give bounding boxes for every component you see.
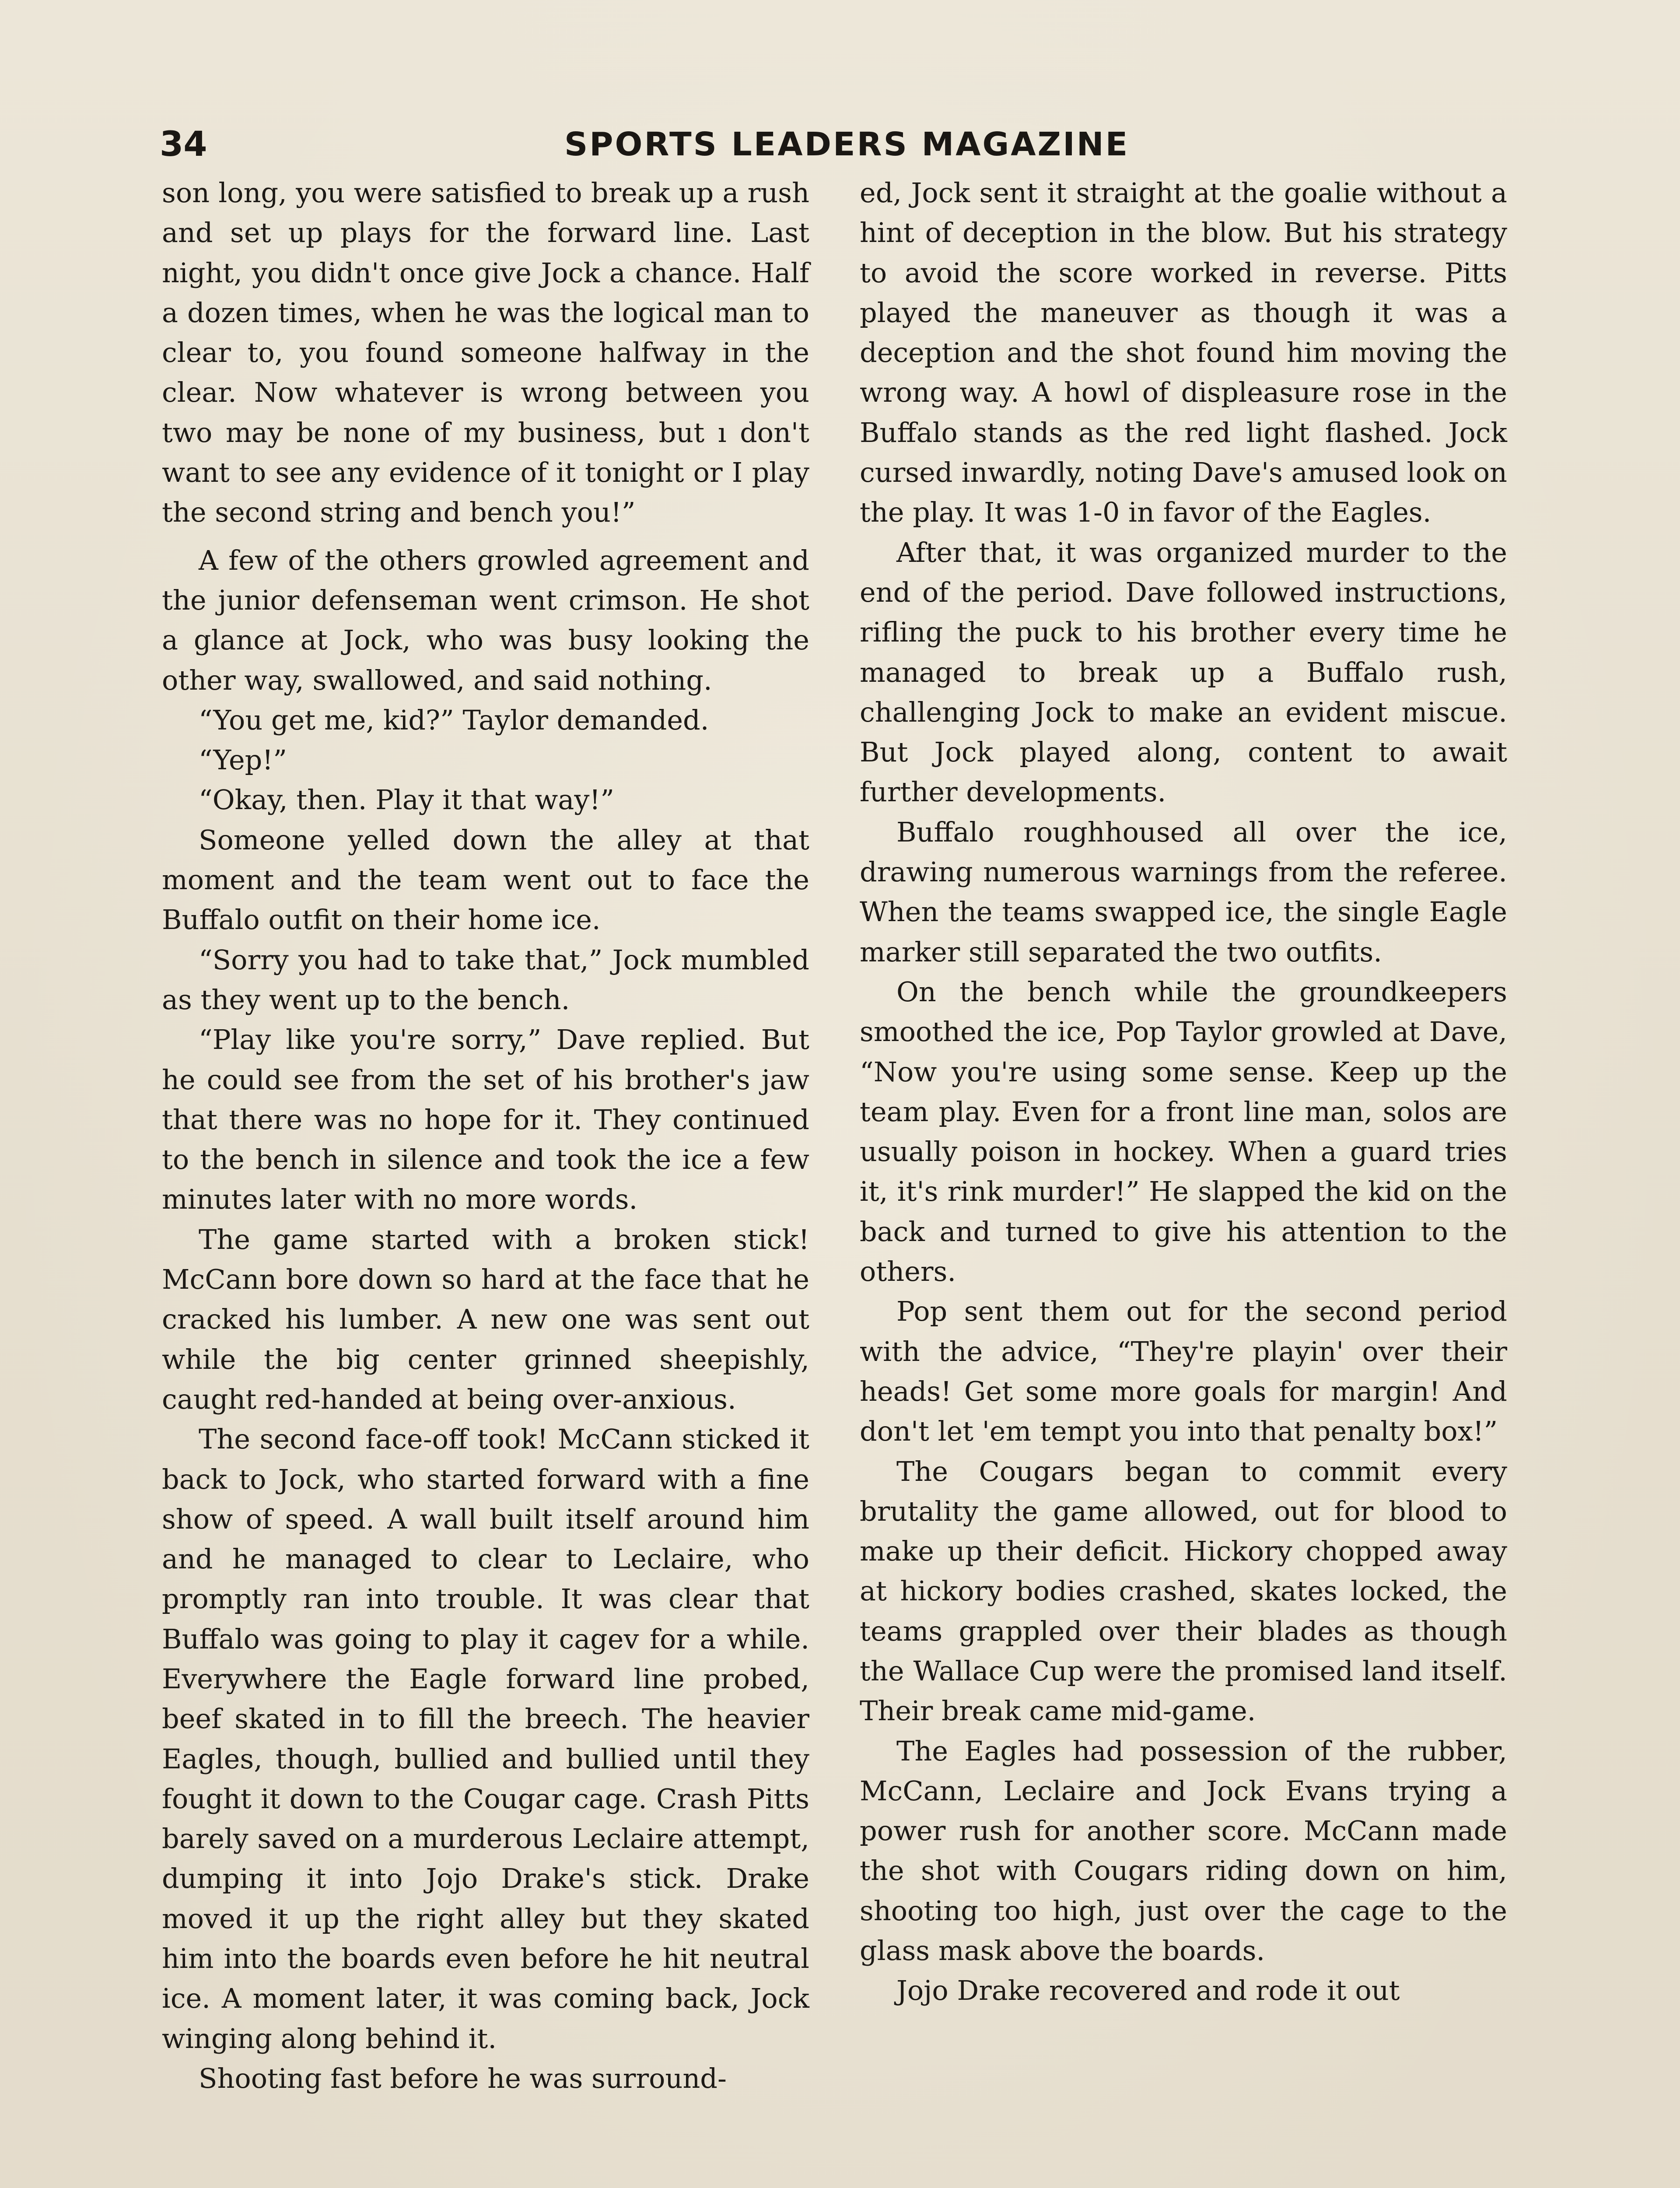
paragraph: “Sorry you had to take that,” Jock mumbled as they went up to the bench. [162, 943, 809, 1016]
paragraph: On the bench while the groundkeepers smoothed the ice, Pop Taylor growled at Dave, “Now you're using some sense. Keep up the team play. Even for a front line man, solos are usually poison in hockey. When a guard tries it, it's rink murder!” He slapped the kid on the back and turned to give his attention to the others. [860, 975, 1507, 1288]
right-column [860, 173, 1507, 2011]
paragraph: Shooting fast before he was surround- [199, 2062, 727, 2094]
paragraph: Someone yelled down the alley at that moment and the team went out to face the Buffalo outfit on their home ice. [162, 824, 809, 936]
paragraph: ed, Jock sent it straight at the goalie without a hint of deception in the blow. But his strategy to avoid the score worked in reverse. Pitts played the maneuver as though it was a deception and the shot found him moving the wrong way. A howl of displeasure rose in the Buffalo stands as the red light flashed. Jock cursed inwardly, noting Dave's amused look on the play. It was 1-0 in favor of the Eagles. [860, 177, 1507, 529]
paragraph: The second face-off took! McCann sticked it back to Jock, who started forward with a fine show of speed. A wall built itself around him and he managed to clear to Leclaire, who promptly ran into trouble. It was clear that Buffalo was going to play it cagev for a while. Everywhere the Eagle forward line probed, beef skated in to fill the breech. The heavier Eagles, though, bullied and bullied until they fought it down to the Cougar cage. Crash Pitts barely saved on a murderous Leclaire attempt, dumping it into Jojo Drake's stick. Drake moved it up the right alley but they skated him into the boards even before he hit neutral ice. A moment later, it was coming back, Jock winging along behind it. [162, 1423, 809, 2055]
paragraph: A few of the others growled agreement and the junior defenseman went crimson. He shot a glance at Jock, who was busy looking the other way, swallowed, and said nothing. [162, 544, 809, 696]
paragraph: The Cougars began to commit every brutality the game allowed, out for blood to make up their deficit. Hickory chopped away at hickory bodies crashed, skates locked, the teams grappled over their blades as though the Wallace Cup were the promised land itself. Their break came mid-game. [860, 1455, 1507, 1727]
paragraph: “You get me, kid?” Taylor demanded. [199, 704, 709, 736]
running-head: SPORTS LEADERS MAGAZINE [564, 126, 1130, 163]
paragraph: “Okay, then. Play it that way!” [199, 784, 614, 816]
paragraph: “Yep!” [199, 744, 287, 776]
paragraph: Buffalo roughhoused all over the ice, drawing numerous warnings from the referee. When the teams swapped ice, the single Eagle marker still separated the two outfits. [860, 816, 1507, 968]
paragraph: “Play like you're sorry,” Dave replied. But he could see from the set of his brother's jaw that there was no hope for it. They continued to the bench in silence and took the ice a few minutes later with no more words. [162, 1024, 809, 1216]
page-header [160, 123, 1516, 171]
paragraph: The game started with a broken stick! McCann bore down so hard at the face that he cracked his lumber. A new one was sent out while the big center grinned sheepishly, caught red-handed at being over-anxious. [162, 1223, 809, 1415]
paragraph: The Eagles had possession of the rubber, McCann, Leclaire and Jock Evans trying a power rush for another score. McCann made the shot with Cougars riding down on him, shooting too high, just over the cage to the glass mask above the boards. [860, 1735, 1507, 1967]
left-column [162, 173, 809, 2098]
page-number: 34 [160, 125, 207, 164]
paragraph: son long, you were satisfied to break up a rush and set up plays for the forward line. Last night, you didn't once give Jock a chance. Half a dozen times, when he was the logical man to clear to, you found someone halfway in the clear. Now whatever is wrong between you two may be none of my business, but ı don't want to see any evidence of it tonight or I play the second string and bench you!” [162, 177, 809, 529]
paragraph: Jojo Drake recovered and rode it out [896, 1974, 1400, 2007]
paragraph: Pop sent them out for the second period with the advice, “They're playin' over their heads! Get some more goals for margin! And don't let 'em tempt you into that penalty box!” [860, 1295, 1507, 1448]
paragraph: After that, it was organized murder to the end of the period. Dave followed instructions, rifling the puck to his brother every time he managed to break up a Buffalo rush, challenging Jock to make an evident miscue. But Jock played along, content to await further developments. [860, 536, 1507, 808]
